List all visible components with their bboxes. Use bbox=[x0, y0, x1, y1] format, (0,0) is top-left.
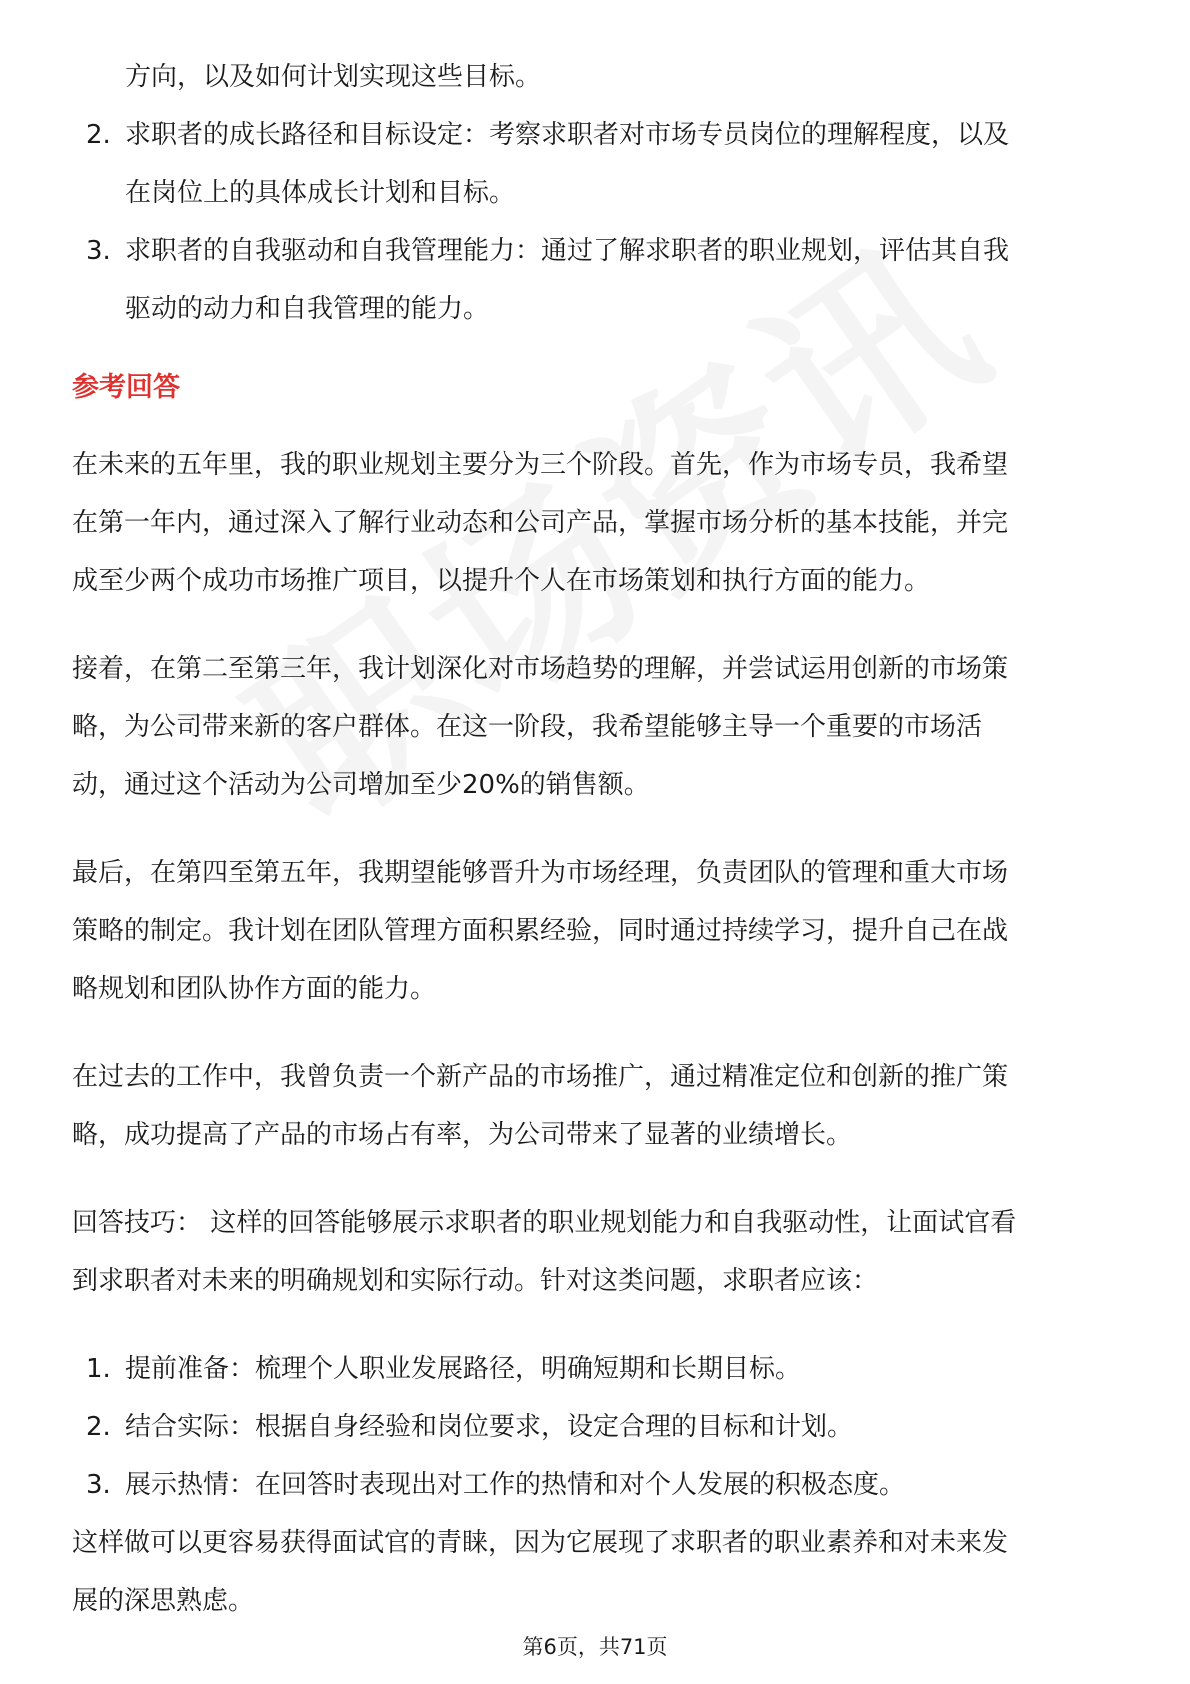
list-number: 3. bbox=[86, 1470, 111, 1500]
paragraph-line: 展的深思熟虑。 bbox=[72, 1586, 255, 1616]
paragraph-line: 回答技巧： 这样的回答能够展示求职者的职业规划能力和自我驱动性，让面试官看 bbox=[72, 1208, 1017, 1238]
paragraph-line: 在第一年内，通过深入了解行业动态和公司产品，掌握市场分析的基本技能，并完 bbox=[72, 508, 1009, 538]
list-item bbox=[72, 106, 1120, 222]
list-number: 2. bbox=[86, 1412, 111, 1442]
list-number: 2. bbox=[86, 120, 111, 150]
paragraph-line: 最后，在第四至第五年，我期望能够晋升为市场经理，负责团队的管理和重大市场 bbox=[72, 858, 1009, 888]
paragraph-line: 到求职者对未来的明确规划和实际行动。针对这类问题，求职者应该： bbox=[72, 1266, 879, 1296]
reference-answer-heading: 参考回答 bbox=[72, 372, 180, 403]
answer-tips-paragraph bbox=[72, 1194, 1120, 1310]
list-item-line: 在岗位上的具体成长计划和目标。 bbox=[125, 178, 516, 208]
paragraph-line: 在过去的工作中，我曾负责一个新产品的市场推广，通过精准定位和创新的推广策 bbox=[72, 1062, 1009, 1092]
list-number: 3. bbox=[86, 236, 111, 266]
intro-continuation: 方向，以及如何计划实现这些目标。 bbox=[125, 62, 542, 92]
list-item-line: 求职者的自我驱动和自我管理能力：通过了解求职者的职业规划，评估其自我 bbox=[125, 236, 1010, 266]
conclusion-paragraph bbox=[72, 1514, 1120, 1630]
paragraph-line: 这样做可以更容易获得面试官的青睐，因为它展现了求职者的职业素养和对未来发 bbox=[72, 1528, 1009, 1558]
list-item-text: 提前准备：梳理个人职业发展路径，明确短期和长期目标。 bbox=[125, 1354, 802, 1384]
list-item-line: 驱动的动力和自我管理的能力。 bbox=[125, 294, 490, 324]
paragraph-line: 策略的制定。我计划在团队管理方面积累经验，同时通过持续学习，提升自己在战 bbox=[72, 916, 1009, 946]
paragraph-line: 略规划和团队协作方面的能力。 bbox=[72, 974, 437, 1004]
paragraph-line: 略，为公司带来新的客户群体。在这一阶段，我希望能够主导一个重要的市场活 bbox=[72, 712, 983, 742]
paragraph-line: 成至少两个成功市场推广项目，以提升个人在市场策划和执行方面的能力。 bbox=[72, 566, 931, 596]
answer-paragraph-2 bbox=[72, 640, 1120, 814]
answer-paragraph-3 bbox=[72, 844, 1120, 1018]
experience-paragraph bbox=[72, 1048, 1120, 1164]
tips-list bbox=[72, 1340, 1120, 1514]
evaluation-points-list bbox=[72, 106, 1120, 338]
list-item bbox=[72, 1456, 1120, 1514]
list-item bbox=[72, 1340, 1120, 1398]
list-item-text: 展示热情：在回答时表现出对工作的热情和对个人发展的积极态度。 bbox=[125, 1470, 906, 1500]
paragraph-line: 略，成功提高了产品的市场占有率，为公司带来了显著的业绩增长。 bbox=[72, 1120, 853, 1150]
list-number: 1. bbox=[86, 1354, 111, 1384]
list-item-text: 结合实际：根据自身经验和岗位要求，设定合理的目标和计划。 bbox=[125, 1412, 854, 1442]
list-item-line: 求职者的成长路径和目标设定：考察求职者对市场专员岗位的理解程度，以及 bbox=[125, 120, 1010, 150]
list-item bbox=[72, 222, 1120, 338]
paragraph-line: 在未来的五年里，我的职业规划主要分为三个阶段。首先，作为市场专员，我希望 bbox=[72, 450, 1009, 480]
list-item bbox=[72, 1398, 1120, 1456]
page-content bbox=[72, 48, 1120, 1660]
page-number-footer: 第6页，共71页 bbox=[522, 1635, 668, 1659]
answer-paragraph-1 bbox=[72, 436, 1120, 610]
paragraph-line: 动，通过这个活动为公司增加至少20%的销售额。 bbox=[72, 770, 650, 800]
paragraph-line: 接着，在第二至第三年，我计划深化对市场趋势的理解，并尝试运用创新的市场策 bbox=[72, 654, 1009, 684]
